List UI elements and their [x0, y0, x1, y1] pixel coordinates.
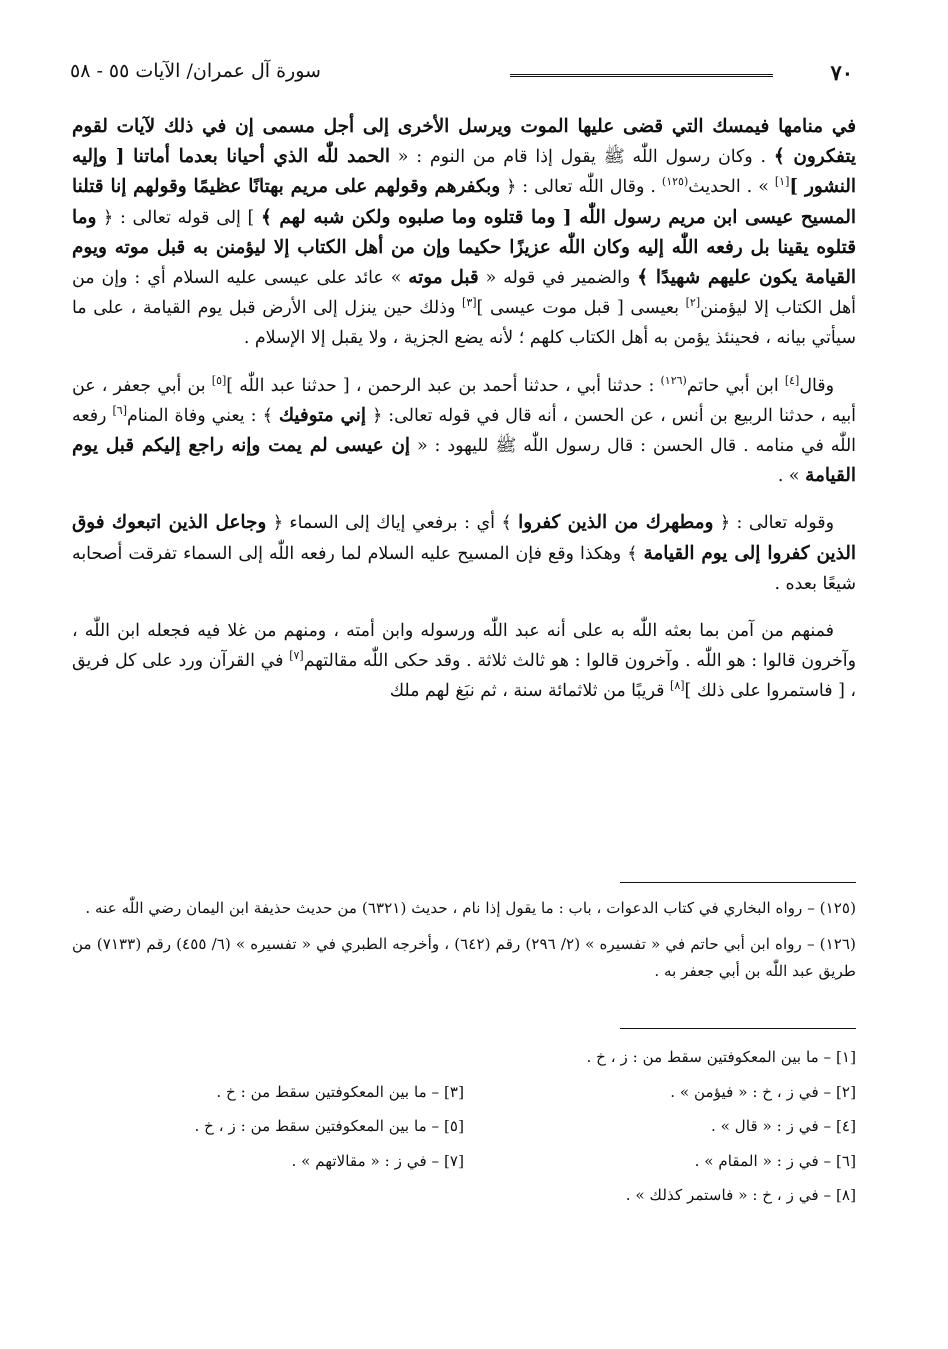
text: والضمير في قوله « [478, 268, 638, 289]
variant-ref: [٧] [289, 649, 304, 663]
page-number: ٧٠ [830, 60, 853, 85]
variant-6: [٦] – في ز : « المقام » . [694, 1151, 856, 1170]
header-rule [510, 74, 773, 77]
text: : حدثنا أبي ، حدثنا أحمد بن عبد الرحمن ، [ حدثنا عبد اللّٰه ] [226, 375, 661, 396]
text: » عائد على عيسى عليه السلام أي : وإن من أهل الكتاب إلا ليؤمنن [72, 268, 856, 319]
quran-text: وبكفرهم وقولهم على مريم بهتانًا عظيمًا وقولهم إنا قتلنا المسيح عيسى ابن مريم رسول اللّٰه [ وما قتلوه وما صلبوه ولكن شبه لهم ﴾ [72, 176, 856, 228]
paragraph-4 [72, 616, 856, 707]
quran-text: وجاعل الذين اتبعوك فوق الذين كفروا إلى يوم القيامة [72, 512, 856, 564]
text: رفعه اللّٰه في منامه . قال الحسن : قال رسول اللّٰه ﷺ لليهود : « [72, 405, 856, 457]
text: وقوله تعالى : ﴿ [713, 513, 835, 534]
text: » . [777, 466, 806, 487]
variant-3: [٣] – ما بين المعكوفتين سقط من : خ . [216, 1082, 464, 1101]
text: ﴾ : يعني وفاة المنام [126, 405, 279, 426]
quran-text: في منامها فيمسك التي قضى عليها الموت ويرسل الأخرى إلى أجل مسمى إن في ذلك لآيات لقوم يتفكرون ﴾ [72, 116, 856, 168]
variant-ref: [٢] [685, 296, 701, 310]
text: في القرآن ورد على كل فريق ، [ فاستمروا على ذلك ] [72, 651, 856, 702]
variant-8: [٨] – في ز ، خ : « فاستمر كذلك » . [625, 1186, 856, 1204]
footnote-ref: (١٢٥) [661, 175, 689, 189]
footnote-126: (١٢٦) – رواه ابن أبي حاتم في « تفسيره » (٢/ ٢٩٦) رقم (٦٤٢) ، وأخرجه الطبري في « تفسيره » (٦/ ٤٥٥) رقم (٧١٣٣) من طريق عبد اللّٰه بن أبي جعفر به . [72, 935, 856, 980]
text: ﴾ وهكذا وقع فإن المسيح عليه السلام لما رفعه اللّٰه إلى السماء تفرقت أصحابه شيعًا بعده . [72, 543, 856, 594]
text: بن أبي جعفر ، عن أبيه ، حدثنا الربيع بن أنس ، عن الحسن ، أنه قال في قوله تعالى: ﴿ [72, 375, 857, 426]
paragraph-2 [72, 371, 856, 492]
hadith-text: إن عيسى لم يمت وإنه راجع إليكم قبل يوم القيامة [72, 435, 856, 487]
hadith-text: الحمد للّٰه الذي أحيانا بعدما أماتنا [ وإليه النشور ] [72, 146, 857, 198]
variant-7: [٧] – في ز : « مقالاتهم » . [291, 1151, 464, 1170]
text: ﴾ أي : برفعي إياك إلى السماء ﴿ [266, 513, 519, 534]
text: ابن أبي حاتم [686, 375, 785, 396]
running-title: سورة آل عمران/ الآيات ٥٥ - ٥٨ [70, 60, 321, 82]
text: ] إلى قوله تعالى : ﴿ [96, 207, 262, 228]
footnote-ref: (١٢٦) [660, 373, 687, 387]
page-header [70, 58, 853, 92]
quran-text: قبل موته [408, 267, 479, 289]
variant-row [72, 1040, 856, 1075]
variant-row [72, 1144, 856, 1179]
variant-ref: [٤] [784, 373, 800, 387]
variant-2: [٢] – في ز ، خ : « فيؤمن » . [670, 1082, 856, 1101]
variant-4: [٤] – في ز : « قال » . [711, 1117, 856, 1135]
main-text [72, 112, 856, 724]
variant-ref: [٨] [670, 679, 685, 693]
quran-text: إني متوفيك [278, 404, 367, 426]
text: بعيسى [ قبل موت عيسى ] [476, 298, 686, 319]
variant-ref: [٥] [211, 373, 227, 387]
variant-ref: [٣] [462, 296, 477, 310]
quran-text: وما قتلوه يقينا بل رفعه اللّٰه إليه وكان اللّٰه عزيزًا حكيما وإن من أهل الكتاب إلا ليؤمنن به قبل موته ويوم القيامة يكون عليهم شهيدًا ﴾ [72, 206, 856, 289]
footnote-125: (١٢٥) – رواه البخاري في كتاب الدعوات ، باب : ما يقول إذا نام ، حديث (٦٣٢١) من حديث حذيفة ابن اليمان رضي اللّٰه عنه . [85, 899, 856, 917]
paragraph-3 [72, 508, 856, 599]
text: » . الحديث [688, 177, 775, 198]
variant-ref: [٦] [112, 404, 127, 418]
footnotes-rule [620, 882, 856, 883]
variant-empty [72, 1178, 464, 1213]
text: قريبًا من ثلاثمائة سنة ، ثم نبَغ لهم ملك [389, 681, 671, 702]
quran-text: ومطهرك من الذين كفروا [518, 512, 714, 534]
text: . وقال اللّٰه تعالى : ﴿ [500, 177, 662, 198]
text: وذلك حين ينزل إلى الأرض قبل يوم القيامة ، على ما سيأتي بيانه ، فحينئذ يؤمن به أهل الكتاب كلهم ؛ لأنه يضع الجزية ، ولا يقبل إلا الإسلام . [72, 298, 856, 349]
variant-row [72, 1109, 856, 1144]
variants-rule [620, 1028, 856, 1029]
variant-ref: [١] [774, 175, 790, 189]
footnotes [72, 895, 856, 994]
text: فمنهم من آمن بما بعثه اللّٰه به على أنه عبد اللّٰه ورسوله وابن أمته ، ومنهم من غلا فيه فجعله ابن اللّٰه ، وآخرون قالوا : هو اللّٰه . وآخرون قالوا : هو ثالث ثلاثة . وقد حكى اللّٰه مقالتهم [72, 621, 856, 672]
variant-row [72, 1178, 856, 1213]
paragraph-1 [72, 112, 856, 354]
manuscript-variants [72, 1040, 856, 1213]
text: وقال [799, 375, 834, 396]
variant-1: [١] – ما بين المعكوفتين سقط من : ز ، خ . [586, 1048, 856, 1066]
variant-empty [72, 1040, 464, 1075]
variant-row [72, 1075, 856, 1110]
text: . وكان رسول اللّٰه ﷺ يقول إذا قام من النوم : « [389, 147, 774, 168]
variant-5: [٥] – ما بين المعكوفتين سقط من : ز ، خ . [194, 1117, 464, 1135]
